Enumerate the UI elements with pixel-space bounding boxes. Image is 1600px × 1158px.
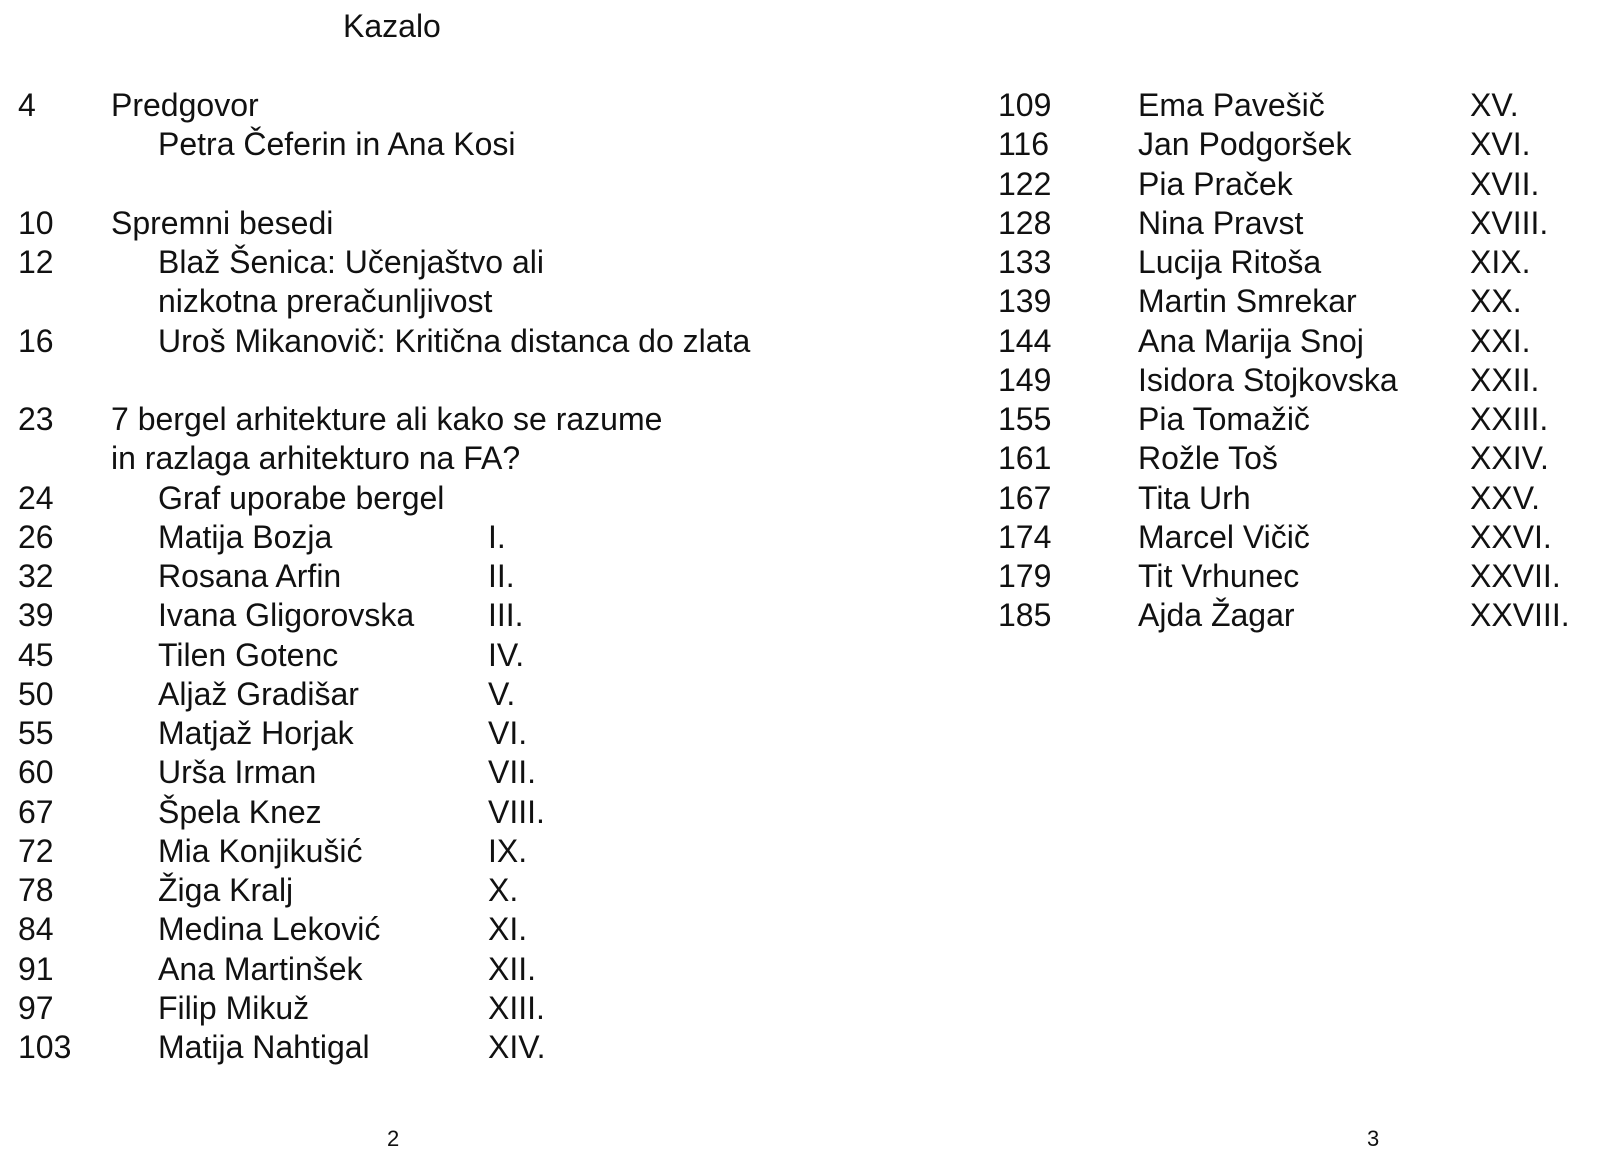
toc-entry-title: 7 bergel arhitekture ali kako se razume [111,401,663,437]
toc-roman-numeral: XXVIII. [1470,597,1570,634]
toc-roman-numeral: XIII. [488,989,545,1026]
toc-entry-title: Filip Mikuž [158,989,310,1026]
toc-entry-title: Petra Čeferin in Ana Kosi [158,126,516,163]
toc-page-number: 39 [18,597,54,634]
toc-page-number: 161 [998,440,1052,477]
toc-entry-title: Marcel Vičič [1138,518,1310,555]
toc-page-number: 133 [998,244,1052,280]
toc-page-number: 26 [18,518,54,555]
toc-page-number: 174 [998,518,1052,555]
toc-page-number: 109 [998,87,1052,123]
toc-roman-numeral: XXVI. [1470,518,1552,555]
toc-roman-numeral: XVIII. [1470,204,1549,241]
toc-page-number: 50 [18,675,54,712]
page-number-left: 2 [387,1126,400,1151]
toc-roman-numeral: XXIII. [1470,401,1549,437]
toc-entry-title: Martin Smrekar [1138,283,1357,320]
toc-entry-title: Spremni besedi [111,204,334,241]
toc-entry-title: Tilen Gotenc [158,636,339,673]
toc-entry-title: Lucija Ritoša [1138,244,1322,280]
toc-page-number: 122 [998,165,1052,202]
toc-entry-title: Pia Tomažič [1138,401,1310,437]
toc-entry-title: Aljaž Gradišar [158,675,359,712]
toc-entry-title: Pia Praček [1138,165,1293,202]
toc-page-number: 4 [18,87,36,123]
toc-roman-numeral: XVI. [1470,126,1531,163]
toc-page-number: 167 [998,479,1052,516]
toc-roman-numeral: XXV. [1470,479,1540,516]
toc-roman-numeral: XIX. [1470,244,1531,280]
toc-entry-title: Žiga Kralj [158,872,294,908]
toc-entry-title: Mia Konjikušić [158,832,363,869]
toc-entry-title: Uroš Mikanovič: Kritična distanca do zlata [158,322,751,359]
toc-roman-numeral: XXVII. [1470,558,1561,594]
toc-roman-numeral: XV. [1470,87,1519,123]
toc-entry-title: Medina Leković [158,911,381,948]
toc-page-number: 78 [18,872,54,908]
toc-entry-title: Ajda Žagar [1138,597,1295,634]
toc-roman-numeral: XI. [488,911,528,948]
toc-page-number: 144 [998,322,1052,359]
toc-roman-numeral: II. [488,558,515,594]
toc-roman-numeral: XXIV. [1470,440,1549,477]
toc-entry-title: Ivana Gligorovska [158,597,415,634]
toc-roman-numeral: VIII. [488,793,545,830]
page-number-right: 3 [1367,1126,1380,1151]
toc-entry-title: Predgovor [111,87,259,123]
toc-page-number: 72 [18,832,54,869]
toc-entry-title: Tita Urh [1138,479,1251,516]
toc-page-number: 84 [18,911,54,948]
toc-page-number: 103 [18,1029,72,1065]
toc-entry-title: Urša Irman [158,754,317,791]
toc-roman-numeral: XXI. [1470,322,1531,359]
toc-roman-numeral: IV. [488,636,525,673]
toc-page-number: 16 [18,322,54,359]
toc-roman-numeral: XXII. [1470,361,1540,398]
toc-page-number: 24 [18,479,54,516]
toc-entry-title: Ana Marija Snoj [1138,322,1364,359]
toc-page-number: 55 [18,715,54,751]
toc-roman-numeral: IX. [488,832,528,869]
toc-roman-numeral: XIV. [488,1029,546,1065]
toc-roman-numeral: V. [488,675,516,712]
toc-page-number: 185 [998,597,1052,634]
toc-entry-title: Špela Knez [158,793,322,830]
toc-entry-title: Isidora Stojkovska [1138,361,1398,398]
toc-page-number: 12 [18,244,54,280]
toc-page-number: 179 [998,558,1052,594]
toc-entry-title: Jan Podgoršek [1138,126,1352,163]
toc-page-number: 67 [18,793,54,830]
toc-page-number: 10 [18,204,54,241]
toc-entry-title: in razlaga arhitekturo na FA? [111,440,521,477]
page-title: Kazalo [343,8,441,44]
toc-entry-title: Ana Martinšek [158,950,363,987]
toc-roman-numeral: III. [488,597,524,634]
toc-page-number: 32 [18,558,54,594]
toc-entry-title: Blaž Šenica: Učenjaštvo ali [158,244,544,280]
toc-page-number: 155 [998,401,1052,437]
toc-page-number: 139 [998,283,1052,320]
toc-page-number: 60 [18,754,54,791]
toc-roman-numeral: VII. [488,754,537,791]
toc-page-number: 149 [998,361,1052,398]
toc-roman-numeral: I. [488,518,506,555]
toc-page-number: 116 [998,126,1050,163]
toc-entry-title: nizkotna preračunljivost [158,283,493,320]
toc-page-number: 45 [18,636,54,673]
toc-entry-title: Rožle Toš [1138,440,1278,477]
toc-entry-title: Matija Bozja [158,518,333,555]
toc-page-number: 128 [998,204,1052,241]
toc-entry-title: Matija Nahtigal [158,1029,370,1065]
toc-entry-title: Nina Pravst [1138,204,1304,241]
toc-entry-title: Rosana Arfin [158,558,342,594]
toc-entry-title: Graf uporabe bergel [158,479,445,516]
toc-page-number: 91 [18,950,54,987]
toc-page-number: 23 [18,401,54,437]
toc-entry-title: Ema Pavešič [1138,87,1325,123]
toc-entry-title: Matjaž Horjak [158,715,354,751]
toc-entry-title: Tit Vrhunec [1138,558,1300,594]
toc-roman-numeral: XVII. [1470,165,1540,202]
toc-roman-numeral: XX. [1470,283,1522,320]
toc-roman-numeral: X. [488,872,519,908]
toc-roman-numeral: VI. [488,715,528,751]
toc-roman-numeral: XII. [488,950,537,987]
toc-page-number: 97 [18,989,54,1026]
